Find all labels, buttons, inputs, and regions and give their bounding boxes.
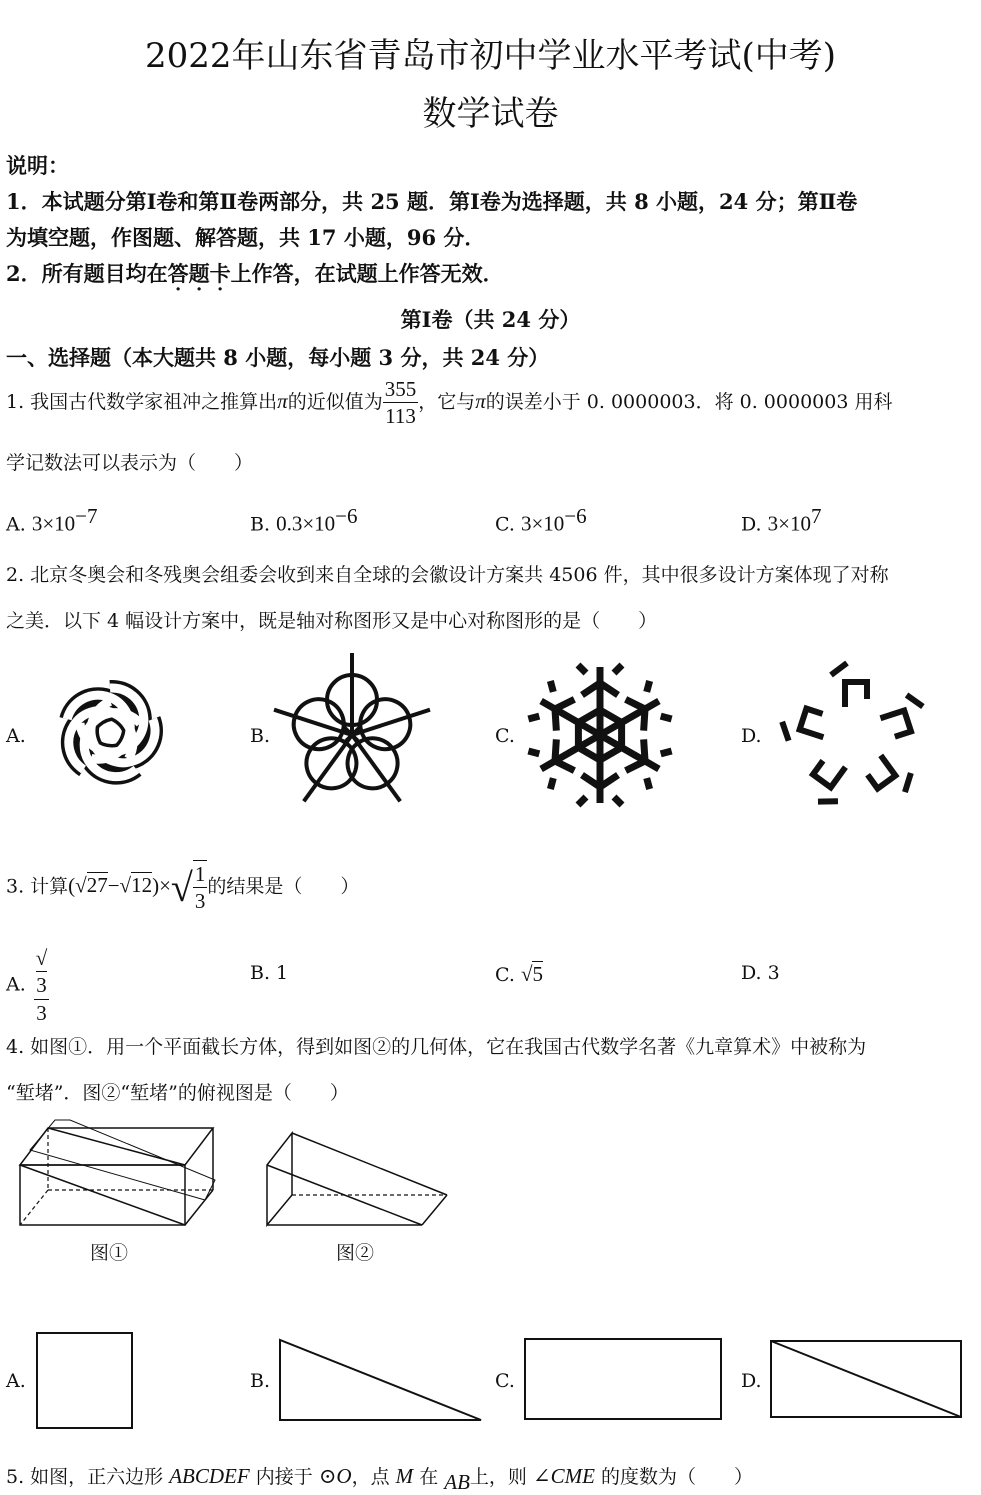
point-m: M [395,1464,414,1488]
option-exponent: 7 [811,504,822,528]
dotted-char: 题 [188,261,210,286]
q3-option-c[interactable] [495,962,543,987]
q1-text-b: 的近似值为 [287,390,383,413]
option-fraction [34,945,50,1026]
q3-option-a[interactable] [6,945,49,1026]
sqrt-sign: √ [119,873,132,898]
option-exponent: −6 [564,504,587,528]
notes-line1a: 1．本试题分第Ⅰ卷和第Ⅱ卷两部分，共 25 题．第Ⅰ卷为选择题，共 8 小题，24 分；第Ⅱ卷 [6,189,858,214]
q5-text-b: 内接于 [255,1466,313,1488]
q5-text-c: ，点 [351,1466,390,1488]
angle-cme: ∠CME [532,1464,595,1488]
minus-sign: − [107,873,120,898]
notes-line1b: 为填空题，作图题、解答题，共 17 小题，96 分． [6,225,486,250]
q4-option-c-label[interactable]: C. [495,1370,515,1392]
figure2-wedge [262,1125,462,1230]
q5-text-d: 在 [419,1466,439,1488]
q3-line [6,860,359,915]
q1-option-c[interactable] [495,504,587,536]
figure1-label: 图① [90,1242,129,1264]
q5-text-f: 的度数为（ ） [600,1466,753,1488]
q2-option-b-label[interactable]: B. [250,725,271,747]
q3-text-a: 3. 计算 [6,875,69,898]
fraction-numerator: 1 [193,861,208,888]
q4-line2: “堑堵”．图②“堑堵”的俯视图是（ ） [6,1082,349,1104]
q1-text-d: 的误差小于 0. 0000003．将 0. 0000003 用科 [485,390,893,413]
fraction-numerator: √ 3 [34,945,50,1000]
q2-line2: 之美．以下 4 幅设计方案中，既是轴对称图形又是中心对称图形的是（ ） [6,610,658,632]
radicand: 3 [36,973,47,998]
option-label: B. [250,513,271,536]
notes-line2-post: 上作答，在试题上作答无效． [230,261,504,286]
dotted-char: 卡 [209,261,231,286]
figure1-cuboid [10,1120,220,1230]
part1-title: 第Ⅰ卷（共 24 分） [400,307,581,332]
q1-option-d[interactable] [741,504,822,536]
sqrt-sign: √ [170,864,193,910]
emblem-a-image [30,655,190,810]
circle-symbol: ⊙O [318,1464,352,1488]
figure2-label: 图② [336,1242,375,1264]
q2-option-d-label[interactable]: D. [741,725,762,747]
q3-option-d[interactable]: D. 3 [741,962,780,984]
q4-option-d-label[interactable]: D. [741,1370,762,1392]
option-value: 3×10 [31,511,76,536]
radicand: 5 [532,962,543,986]
q5-text-e: 上，则 [469,1466,527,1488]
option-exponent: −6 [335,504,358,528]
pi-symbol: π [475,388,486,413]
option-label: A. [6,513,26,536]
exam-title: 2022年山东省青岛市初中学业水平考试(中考) [144,36,837,76]
q1-text-c: ，它与 [418,390,476,413]
q3-option-b[interactable]: B. 1 [250,962,289,984]
fraction-denominator: 3 [36,1000,47,1025]
dotted-char: 答 [167,261,189,286]
q4-option-c-figure[interactable] [524,1338,724,1422]
q1-option-a[interactable] [6,504,98,536]
fraction-denominator: 3 [194,889,206,914]
notes-line2-pre: 2．所有题目均在 [6,261,168,286]
option-label: A. [6,973,26,996]
sqrt-sign: √ [520,962,533,986]
q3-fraction [193,860,208,915]
q1-line1 [6,376,892,430]
option-label: C. [495,513,515,536]
q1-fraction [383,376,419,430]
q5-line [6,1462,753,1494]
q3-text-b: 的结果是（ ） [207,875,360,898]
option-value: 3×10 [767,511,811,536]
q4-option-b-label[interactable]: B. [250,1370,271,1392]
paren-close-times: )× [152,873,171,898]
option-value: 3×10 [520,511,565,536]
q2-option-c-label[interactable]: C. [495,725,515,747]
q1-line2: 学记数法可以表示为（ ） [6,452,254,474]
q4-option-d-figure[interactable] [770,1340,964,1420]
q4-option-b-figure[interactable] [278,1338,484,1422]
paren-open: ( [68,873,76,898]
q5-text-a: 5. 如图，正六边形 [6,1466,164,1488]
option-value: 0.3×10 [276,511,336,536]
exam-subtitle: 数学试卷 [422,94,559,134]
polygon-name: ABCDEF [169,1464,250,1488]
q4-option-a-figure[interactable] [36,1332,134,1430]
option-exponent: −7 [75,504,98,528]
q2-line1: 2. 北京冬奥会和冬残奥会组委会收到来自全球的会徽设计方案共 4506 件，其中很多设计方案体现了对称 [6,564,889,586]
notes-label: 说明： [6,153,69,178]
radicand: 12 [131,873,153,898]
pi-symbol: π [277,388,288,413]
arc-ab: AB [444,1470,470,1494]
q4-line1: 4. 如图①．用一个平面截长方体，得到如图②的几何体，它在我国古代数学名著《九章算术》中被称为 [6,1036,867,1058]
emblem-d-image [775,655,935,820]
fraction-denominator: 113 [385,404,416,429]
sqrt-sign: √ [75,873,87,898]
q1-option-b[interactable] [250,504,358,536]
section1-title: 一、选择题（本大题共 8 小题，每小题 3 分，共 24 分） [6,345,550,370]
emblem-b-image [280,650,425,820]
q4-option-a-label[interactable]: A. [6,1370,26,1392]
emblem-c-image [525,660,675,810]
radicand: 27 [86,873,108,898]
option-label: D. [741,513,762,536]
q2-option-a-label[interactable]: A. [6,725,26,747]
notes-line2 [6,258,504,288]
fraction-numerator: 355 [383,376,419,403]
option-label: C. [495,964,515,986]
q1-text-a: 1. 我国古代数学家祖冲之推算出 [6,390,278,413]
